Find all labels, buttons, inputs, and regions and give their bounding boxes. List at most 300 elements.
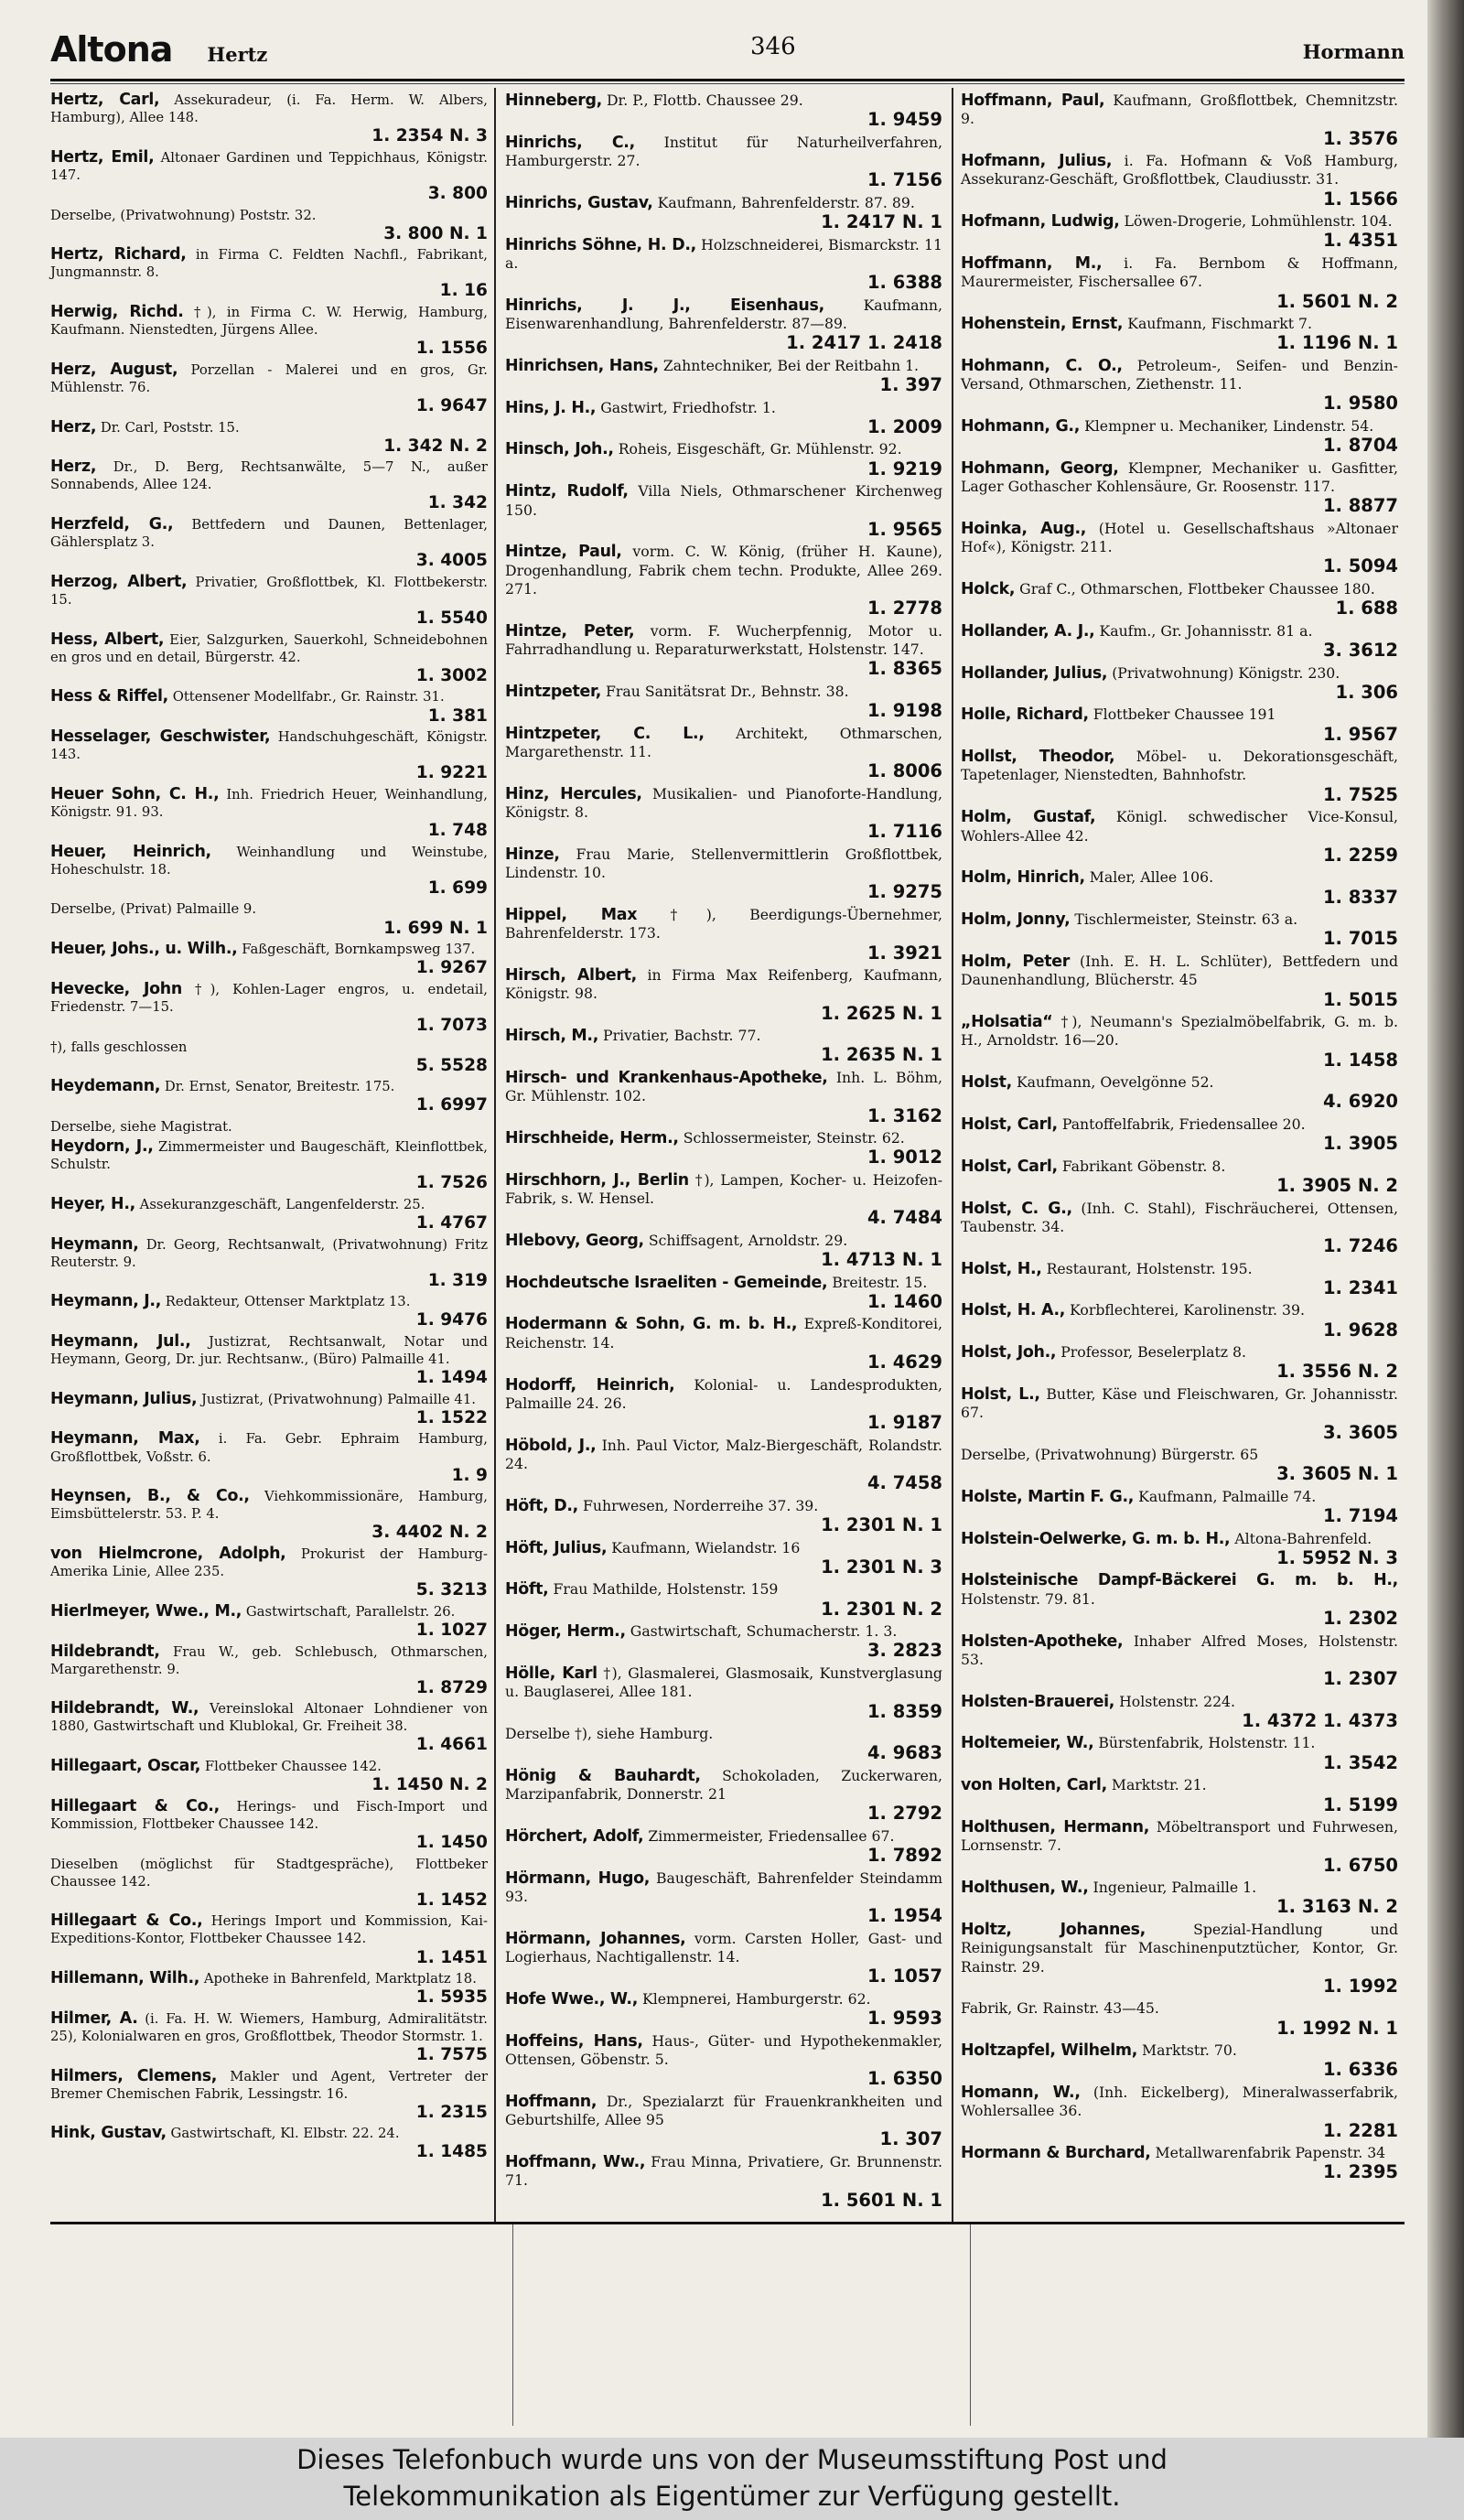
notice-line-1: Dieses Telefonbuch wurde uns von der Museumsstiftung Post und — [296, 2444, 1168, 2475]
directory-entry — [505, 1497, 942, 1536]
entry-name: Hohmann, Georg, — [961, 458, 1119, 478]
entry-name: Hollander, Julius, — [961, 663, 1108, 683]
directory-entry — [50, 149, 488, 204]
entry-body — [961, 1013, 1398, 1050]
entry-phone: 1. 7156 — [867, 169, 942, 191]
entry-details: Dr. Carl, Poststr. 15. — [100, 419, 240, 436]
directory-entry — [50, 1333, 488, 1388]
entry-body — [961, 1385, 1398, 1423]
entry-phone: 1. 4713 N. 1 — [821, 1249, 942, 1271]
directory-entry — [50, 304, 488, 359]
entry-body — [50, 419, 488, 436]
entry-body — [50, 1488, 488, 1523]
entry-details: Zimmermeister, Friedensallee 67. — [648, 1826, 895, 1845]
directory-entry — [50, 1856, 488, 1911]
entry-phone: 4. 9683 — [867, 1742, 942, 1764]
entry-body — [50, 981, 488, 1016]
entry-details: Spezial-Handlung und Reinigungsanstalt für Maschinenputztücher, Kontor, Gr. Rainstr. 29. — [961, 1920, 1398, 1976]
entry-details: Gastwirtschaft, Schumacherstr. 1. 3. — [630, 1622, 898, 1641]
directory-entry — [50, 981, 488, 1036]
entry-name: Höft, — [505, 1580, 549, 1599]
entry-name: Hesselager, Geschwister, — [50, 727, 271, 747]
entry-name: Heymann, — [50, 1234, 139, 1254]
entry-name: Homann, W., — [961, 2083, 1081, 2102]
entry-name: Holtzapfel, Wilhelm, — [961, 2041, 1138, 2061]
entry-body — [961, 1488, 1398, 1506]
directory-entry — [50, 516, 488, 571]
entry-name: Herzog, Albert, — [50, 572, 188, 591]
entry-name: Hirschhorn, J., Berlin — [505, 1170, 689, 1190]
entry-phone: 1. 9580 — [1322, 393, 1398, 415]
entry-details: Marktstr. 70. — [1142, 2041, 1237, 2060]
directory-entry — [505, 134, 942, 191]
entry-phone: 1. 9567 — [1322, 723, 1398, 745]
entry-body — [50, 574, 488, 608]
entry-body — [50, 1118, 488, 1136]
entry-body — [50, 1196, 488, 1213]
entry-body — [50, 1970, 488, 1987]
entry-phone: 3. 3612 — [1322, 640, 1398, 662]
entry-phone: 1. 1057 — [867, 1965, 942, 1987]
entry-body — [505, 1990, 942, 2008]
entry-details: i. Fa. Bernbom & Hoffmann, Maurermeister, Fischersallee 67. — [961, 253, 1398, 291]
entry-name: Hins, J. H., — [505, 398, 597, 417]
entry-phone: 1. 342 N. 2 — [383, 436, 488, 456]
directory-entry — [50, 786, 488, 841]
entry-phone: 1. 3576 — [1322, 127, 1398, 149]
directory-entry — [961, 1571, 1398, 1629]
entry-details: Justizrat, Rechtsanwalt, Notar und Heymann, Georg, Dr. jur. Rechtsanw., (Büro) Palmaille 41. — [50, 1334, 488, 1368]
entry-details: †), Lampen, Kocher- u. Heizofen-Fabrik, s. W. Hensel. — [505, 1170, 942, 1208]
entry-details: Kaufmann, Großflottbek, Chemnitzstr. 9. — [961, 92, 1398, 128]
entry-details: vorm. Carsten Holler, Gast- und Logierhaus, Nachtigallenstr. 14. — [505, 1929, 942, 1966]
entry-details: Ottensener Modellfabr., Gr. Rainstr. 31. — [172, 689, 445, 705]
entry-phone: 1. 9275 — [867, 881, 942, 903]
entry-name: Heydemann, — [50, 1077, 161, 1096]
directory-entry — [505, 1580, 942, 1620]
entry-details: Privatier, Großflottbek, Kl. Flottbekerstr. 15. — [50, 574, 488, 608]
directory-entry — [50, 844, 488, 899]
entry-details: Zimmermeister und Baugeschäft, Kleinflottbek, Schulstr. — [50, 1139, 488, 1173]
directory-entry — [50, 92, 488, 146]
directory-entry — [961, 1488, 1398, 1527]
entry-phone: 1. 1992 N. 1 — [1276, 2017, 1398, 2039]
entry-details: Roheis, Eisgeschäft, Gr. Mühlenstr. 92. — [618, 440, 902, 458]
entry-details: Viehkommissionäre, Hamburg, Eimsbüttelerstr. 53. P. 4. — [50, 1489, 488, 1523]
entry-details: Kaufmann, Wielandstr. 16 — [611, 1538, 801, 1556]
entry-body — [505, 236, 942, 274]
directory-entry — [50, 1430, 488, 1485]
entry-name: Hertz, Carl, — [50, 91, 160, 109]
entry-name: Hörmann, Hugo, — [505, 1868, 651, 1888]
entry-phone: 1. 2341 — [1322, 1276, 1398, 1298]
entry-details: Königl. schwedischer Vice-Konsul, Wohlers-Allee 42. — [961, 808, 1398, 845]
entry-details: Gastwirtschaft, Parallelstr. 26. — [245, 1603, 456, 1620]
directory-entry — [50, 941, 488, 978]
directory-entry — [505, 1376, 942, 1434]
entry-details: Baugeschäft, Bahrenfelder Steindamm 93. — [505, 1868, 942, 1906]
entry-phone: 1. 2315 — [415, 2102, 488, 2122]
entry-phone: 1. 3556 N. 2 — [1276, 1361, 1398, 1383]
entry-details: Frau Marie, Stellenvermittlerin Großflottbek, Lindenstr. 10. — [505, 845, 942, 882]
entry-body — [50, 1798, 488, 1833]
entry-details: Fuhrwesen, Norderreihe 37. 39. — [583, 1496, 819, 1514]
entry-details: in Firma C. Feldten Nachfl., Fabrikant, Jungmannstr. 8. — [50, 247, 488, 281]
entry-phone: 1. 397 — [879, 374, 942, 396]
entry-details: Flottbeker Chaussee 142. — [204, 1759, 382, 1775]
directory-entry — [505, 543, 942, 619]
directory-entry — [505, 1664, 942, 1722]
entry-body — [50, 941, 488, 958]
column-divider — [952, 88, 953, 2224]
entry-phone: 1. 2395 — [1322, 2161, 1398, 2183]
entry-phone: 1. 1458 — [1322, 1049, 1398, 1071]
entry-name: Hintz, Rudolf, — [505, 482, 629, 501]
directory-entry — [505, 1869, 942, 1927]
entry-name: Heymann, J., — [50, 1292, 162, 1311]
entry-details: Flottbeker Chaussee 191 — [1093, 705, 1276, 724]
entry-details: Dr., D. Berg, Rechtsanwälte, 5—7 N., außer Sonnabends, Allee 124. — [50, 459, 488, 493]
directory-entry — [505, 482, 942, 540]
directory-entry — [961, 357, 1398, 415]
entry-phone: 1. 9221 — [415, 763, 488, 783]
entry-details: Holzschneiderei, Bismarckstr. 11 a. — [505, 235, 942, 272]
entry-body — [505, 725, 942, 762]
entry-name: Hörmann, Johannes, — [505, 1929, 686, 1948]
entry-details: †), falls geschlossen — [50, 1039, 188, 1055]
entry-details: Haus-, Güter- und Hypothekenmakler, Ottensen, Göbenstr. 5. — [505, 2031, 942, 2069]
entry-name: Höft, Julius, — [505, 1538, 608, 1557]
entry-name: Holst, — [961, 1073, 1012, 1093]
entry-body — [50, 728, 488, 763]
entry-details: Herings- und Fisch-Import und Kommission, Flottbeker Chaussee 142. — [50, 1798, 488, 1832]
entry-phone: 1. 1954 — [867, 1905, 942, 1927]
entry-body — [50, 1138, 488, 1173]
directory-entry — [505, 1232, 942, 1271]
entry-details: Villa Niels, Othmarschener Kirchenweg 150. — [505, 482, 942, 519]
entry-body — [505, 482, 942, 520]
directory-entry — [505, 966, 942, 1024]
entry-body — [505, 1869, 942, 1907]
entry-phone: 1. 6336 — [1322, 2059, 1398, 2081]
directory-entry — [505, 1827, 942, 1867]
entry-phone: 1. 4661 — [415, 1735, 488, 1755]
entry-name: Höger, Herm., — [505, 1622, 626, 1642]
directory-entry — [505, 440, 942, 479]
entry-name: Holm, Jonny, — [961, 910, 1071, 930]
entry-name: Holst, C. G., — [961, 1199, 1072, 1218]
entry-name: Hofmann, Julius, — [961, 152, 1113, 171]
entry-name: Hevecke, John — [50, 979, 182, 998]
entry-body — [961, 152, 1398, 189]
entry-details: Architekt, Othmarschen, Margarethenstr. 11. — [505, 724, 942, 760]
directory-entry — [961, 868, 1398, 908]
entry-phone: 1. 699 — [427, 878, 488, 898]
ownership-notice — [0, 2438, 1464, 2520]
entry-body — [961, 1571, 1398, 1609]
entry-details: Schlossermeister, Steinstr. 62. — [683, 1129, 905, 1147]
entry-details: Graf C., Othmarschen, Flottbeker Chaussee 180. — [1019, 579, 1375, 598]
directory-entry — [505, 906, 942, 964]
directory-entry — [961, 953, 1398, 1010]
entry-body — [505, 1622, 942, 1641]
directory-entry — [50, 1078, 488, 1115]
entry-phone: 1. 306 — [1335, 681, 1398, 703]
entry-details: Dieselben (möglichst für Stadtgespräche), Flottbeker Chaussee 142. — [50, 1856, 488, 1890]
header-last-entry: Hormann — [1302, 40, 1405, 63]
entry-phone: 1. 7194 — [1322, 1505, 1398, 1527]
entry-body — [961, 910, 1398, 929]
entry-body — [505, 1580, 942, 1599]
entry-phone: 1. 7073 — [415, 1016, 488, 1035]
entry-body — [961, 1115, 1398, 1134]
entry-name: Holck, — [961, 579, 1016, 598]
entry-name: Hinrichsen, Hans, — [505, 356, 659, 375]
entry-body — [505, 1129, 942, 1147]
entry-body — [505, 785, 942, 823]
entry-details: Altona-Bahrenfeld. — [1234, 1529, 1372, 1547]
entry-body — [505, 1725, 942, 1743]
entry-details: †), Beerdigungs-Übernehmer, Bahrenfelderstr. 173. — [505, 905, 942, 942]
entry-name: Höbold, J., — [505, 1436, 597, 1455]
entry-details: Herings Import und Kommission, Kai-Expeditions-Kontor, Flottbeker Chaussee 142. — [50, 1913, 488, 1947]
entry-body — [961, 1260, 1398, 1278]
directory-entry — [505, 622, 942, 680]
entry-details: Kaufmann, Oevelgönne 52. — [1016, 1073, 1214, 1092]
entry-details: Pantoffelfabrik, Friedensallee 20. — [1061, 1115, 1306, 1133]
entry-name: Herzfeld, G., — [50, 515, 174, 534]
directory-entry — [961, 254, 1398, 312]
entry-phone: 3. 2823 — [867, 1640, 942, 1662]
entry-details: Zahntechniker, Bei der Reitbahn 1. — [662, 356, 920, 374]
entry-phone: 1. 6750 — [1322, 1854, 1398, 1876]
entry-body — [505, 622, 942, 660]
entry-phone: 1. 9565 — [867, 518, 942, 540]
entry-phone: 1. 1452 — [415, 1890, 488, 1910]
entry-body — [961, 1879, 1398, 1897]
entry-phone: 1. 2635 N. 1 — [821, 1044, 942, 1066]
entry-name: Herwig, Richd. — [50, 303, 184, 322]
entry-body — [961, 357, 1398, 394]
directory-entry — [961, 520, 1398, 577]
entry-phone: 1. 2301 N. 1 — [821, 1514, 942, 1536]
entry-body — [505, 296, 942, 334]
entry-body — [961, 1530, 1398, 1548]
entry-details: Apotheke in Bahrenfeld, Marktplatz 18. — [203, 1971, 477, 1987]
entry-phone: 1. 8729 — [415, 1677, 488, 1697]
entry-phone: 3. 4005 — [415, 551, 488, 571]
entry-phone: 1. 5015 — [1322, 988, 1398, 1010]
entry-name: Hinrichs, C., — [505, 133, 635, 152]
directory-entry — [961, 1446, 1398, 1485]
entry-body — [961, 92, 1398, 129]
entry-name: Hodorff, Heinrich, — [505, 1375, 675, 1395]
entry-details: (Hotel u. Gesellschaftshaus »Altonaer Hof«), Königstr. 211. — [961, 519, 1398, 556]
entry-body — [505, 966, 942, 1004]
directory-entry — [50, 207, 488, 244]
entry-details: Gastwirtschaft, Kl. Elbstr. 22. 24. — [170, 2126, 400, 2142]
entry-phone: 1. 3921 — [867, 942, 942, 964]
entry-details: Korbflechterei, Karolinenstr. 39. — [1070, 1301, 1305, 1319]
entry-details: Restaurant, Holstenstr. 195. — [1046, 1259, 1253, 1277]
entry-name: Hillegaart, Oscar, — [50, 1757, 201, 1776]
entry-name: Holsten-Apotheke, — [961, 1632, 1124, 1651]
entry-name: Holst, Carl, — [961, 1157, 1058, 1176]
entry-name: Holstein-Oelwerke, G. m. b. H., — [961, 1529, 1231, 1548]
directory-entry — [505, 1274, 942, 1313]
entry-name: Hofmann, Ludwig, — [961, 212, 1120, 232]
entry-phone: 1. 5094 — [1322, 555, 1398, 577]
entry-name: Hildebrandt, — [50, 1642, 160, 1661]
entry-body — [505, 1539, 942, 1557]
directory-entry — [961, 1693, 1398, 1732]
directory-entry — [961, 152, 1398, 210]
entry-body — [50, 246, 488, 281]
entry-details: Porzellan - Malerei und en gros, Gr. Mühlenstr. 76. — [50, 361, 489, 395]
entry-body — [50, 1430, 488, 1465]
entry-phone: 1. 1450 N. 2 — [371, 1775, 488, 1795]
entry-details: Kaufmann, Bahrenfelderstr. 87. 89. — [657, 193, 915, 211]
entry-name: Hollander, A. J., — [961, 621, 1095, 641]
entry-body — [50, 900, 488, 918]
entry-phone: 4. 7484 — [867, 1207, 942, 1229]
entry-body — [961, 1200, 1398, 1237]
entry-details: (Privatwohnung) Königstr. 230. — [1112, 663, 1340, 682]
directory-entry — [505, 1622, 942, 1662]
entry-body — [505, 1232, 942, 1250]
entry-name: Holm, Hinrich, — [961, 868, 1085, 888]
entry-body — [961, 808, 1398, 845]
entry-body — [961, 1446, 1398, 1464]
entry-name: Holm, Gustaf, — [961, 808, 1096, 827]
entry-name: Hillegaart & Co., — [50, 1912, 203, 1931]
directory-entry — [50, 1545, 488, 1600]
entry-name: Herz, August, — [50, 360, 178, 379]
entry-name: Hippel, Max — [505, 905, 638, 924]
entry-name: Herz, — [50, 417, 97, 436]
entry-name: Hirsch, M., — [505, 1027, 599, 1046]
directory-entry — [961, 1260, 1398, 1299]
entry-details: (Inh. Eickelberg), Mineralwasserfabrik, Wohlersallee 36. — [961, 2083, 1398, 2120]
entry-phone: 1. 2307 — [1322, 1668, 1398, 1690]
directory-entry — [505, 1171, 942, 1229]
entry-body — [961, 417, 1398, 436]
entry-details: Petroleum-, Seifen- und Benzin-Versand, Othmarschen, Ziethenstr. 11. — [961, 356, 1398, 393]
entry-phone: 1. 1027 — [415, 1620, 488, 1640]
entry-body — [505, 2153, 942, 2191]
directory-entry — [50, 2010, 488, 2065]
directory-entry — [961, 1343, 1398, 1383]
entry-body — [505, 92, 942, 110]
entry-details: †), Neumann's Spezialmöbelfabrik, G. m. b. H., Arnoldstr. 16—20. — [961, 1013, 1398, 1050]
directory-entry — [50, 419, 488, 457]
entry-details: Makler und Agent, Vertreter der Bremer Chemischen Fabrik, Lessingstr. 16. — [50, 2068, 488, 2102]
directory-entry — [961, 1879, 1398, 1918]
directory-entry — [961, 1999, 1398, 2039]
entry-details: Metallwarenfabrik Papenstr. 34 — [1155, 2144, 1386, 2162]
entry-phone: 1. 2354 N. 3 — [371, 126, 488, 146]
entry-name: Hintzpeter, — [505, 682, 602, 701]
entry-details: Möbeltransport und Fuhrwesen, Lornsenstr. 7. — [961, 1818, 1398, 1855]
entry-phone: 1. 3905 — [1322, 1133, 1398, 1155]
entry-body — [505, 1437, 942, 1474]
directory-entry — [505, 92, 942, 131]
entry-name: Heymann, Jul., — [50, 1332, 191, 1351]
entry-body — [50, 1912, 488, 1947]
entry-phone: 1. 6997 — [415, 1095, 488, 1115]
entry-phone: 1. 8365 — [867, 658, 942, 680]
directory-entry — [961, 1158, 1398, 1197]
notice-line-2: Telekommunikation als Eigentümer zur Verfügung gestellt. — [343, 2481, 1121, 2512]
directory-entry — [505, 357, 942, 396]
entry-details: Inh. L. Böhm, Gr. Mühlenstr. 102. — [505, 1068, 942, 1105]
entry-body — [961, 2084, 1398, 2121]
directory-entry — [505, 845, 942, 903]
entry-name: Hinze, — [505, 845, 560, 864]
entry-details: Kaufmann, Palmaille 74. — [1138, 1487, 1317, 1505]
entry-body — [961, 748, 1398, 785]
entry-phone: 1. 16 — [439, 281, 488, 301]
entry-body — [50, 1391, 488, 1408]
entry-body — [961, 1632, 1398, 1670]
entry-name: Holthusen, W., — [961, 1879, 1089, 1898]
directory-entry — [505, 1437, 942, 1494]
entry-phone: 1. 6350 — [867, 2068, 942, 2090]
entry-body — [505, 906, 942, 943]
directory-entry — [961, 2084, 1398, 2141]
entry-body — [50, 844, 488, 878]
column-divider — [494, 88, 496, 2224]
directory-entry — [505, 1027, 942, 1066]
entry-name: Heynsen, B., & Co., — [50, 1487, 250, 1506]
entry-name: Hildebrandt, W., — [50, 1699, 199, 1718]
entry-name: Hoinka, Aug., — [961, 519, 1087, 538]
entry-details: Kaufmann, Eisenwarenhandlung, Bahrenfelderstr. 87—89. — [505, 296, 942, 333]
entry-body — [961, 1073, 1398, 1092]
entry-phone: 1. 2792 — [867, 1803, 942, 1825]
entry-phone: 1. 2417 N. 1 — [821, 211, 942, 233]
directory-entry — [50, 631, 488, 686]
entry-name: Hohenstein, Ernst, — [961, 315, 1124, 334]
entry-phone: 1. 2625 N. 1 — [821, 1002, 942, 1024]
directory-entry — [50, 574, 488, 629]
entry-phone: 1. 8359 — [867, 1700, 942, 1722]
page-header — [50, 29, 1405, 70]
directory-entry — [50, 900, 488, 938]
entry-body — [50, 1856, 488, 1890]
entry-phone: 1. 2009 — [867, 415, 942, 437]
page-number: 346 — [750, 33, 796, 60]
directory-entry — [505, 1930, 942, 1987]
directory-entry — [961, 910, 1398, 950]
entry-details: Maler, Allee 106. — [1089, 868, 1214, 887]
entry-details: Institut für Naturheilverfahren, Hamburgerstr. 27. — [505, 133, 942, 170]
directory-entry — [961, 664, 1398, 704]
entry-phone: 1. 307 — [879, 2128, 942, 2150]
entry-details: Frau Sanitätsrat Dr., Behnstr. 38. — [606, 682, 849, 700]
entry-body — [505, 2093, 942, 2130]
entry-body — [50, 361, 488, 396]
directory-entry — [961, 1818, 1398, 1876]
entry-body — [505, 1315, 942, 1352]
directory-entry — [505, 1539, 942, 1578]
directory-entry — [961, 2144, 1398, 2183]
entry-body — [505, 194, 942, 212]
directory-entry — [961, 212, 1398, 252]
entry-details: Holstenstr. 224. — [1119, 1692, 1236, 1710]
entry-details: Assekuradeur, (i. Fa. Herm. W. Albers, Hamburg), Allee 148. — [50, 92, 488, 126]
entry-phone: 1. 9012 — [867, 1147, 942, 1168]
